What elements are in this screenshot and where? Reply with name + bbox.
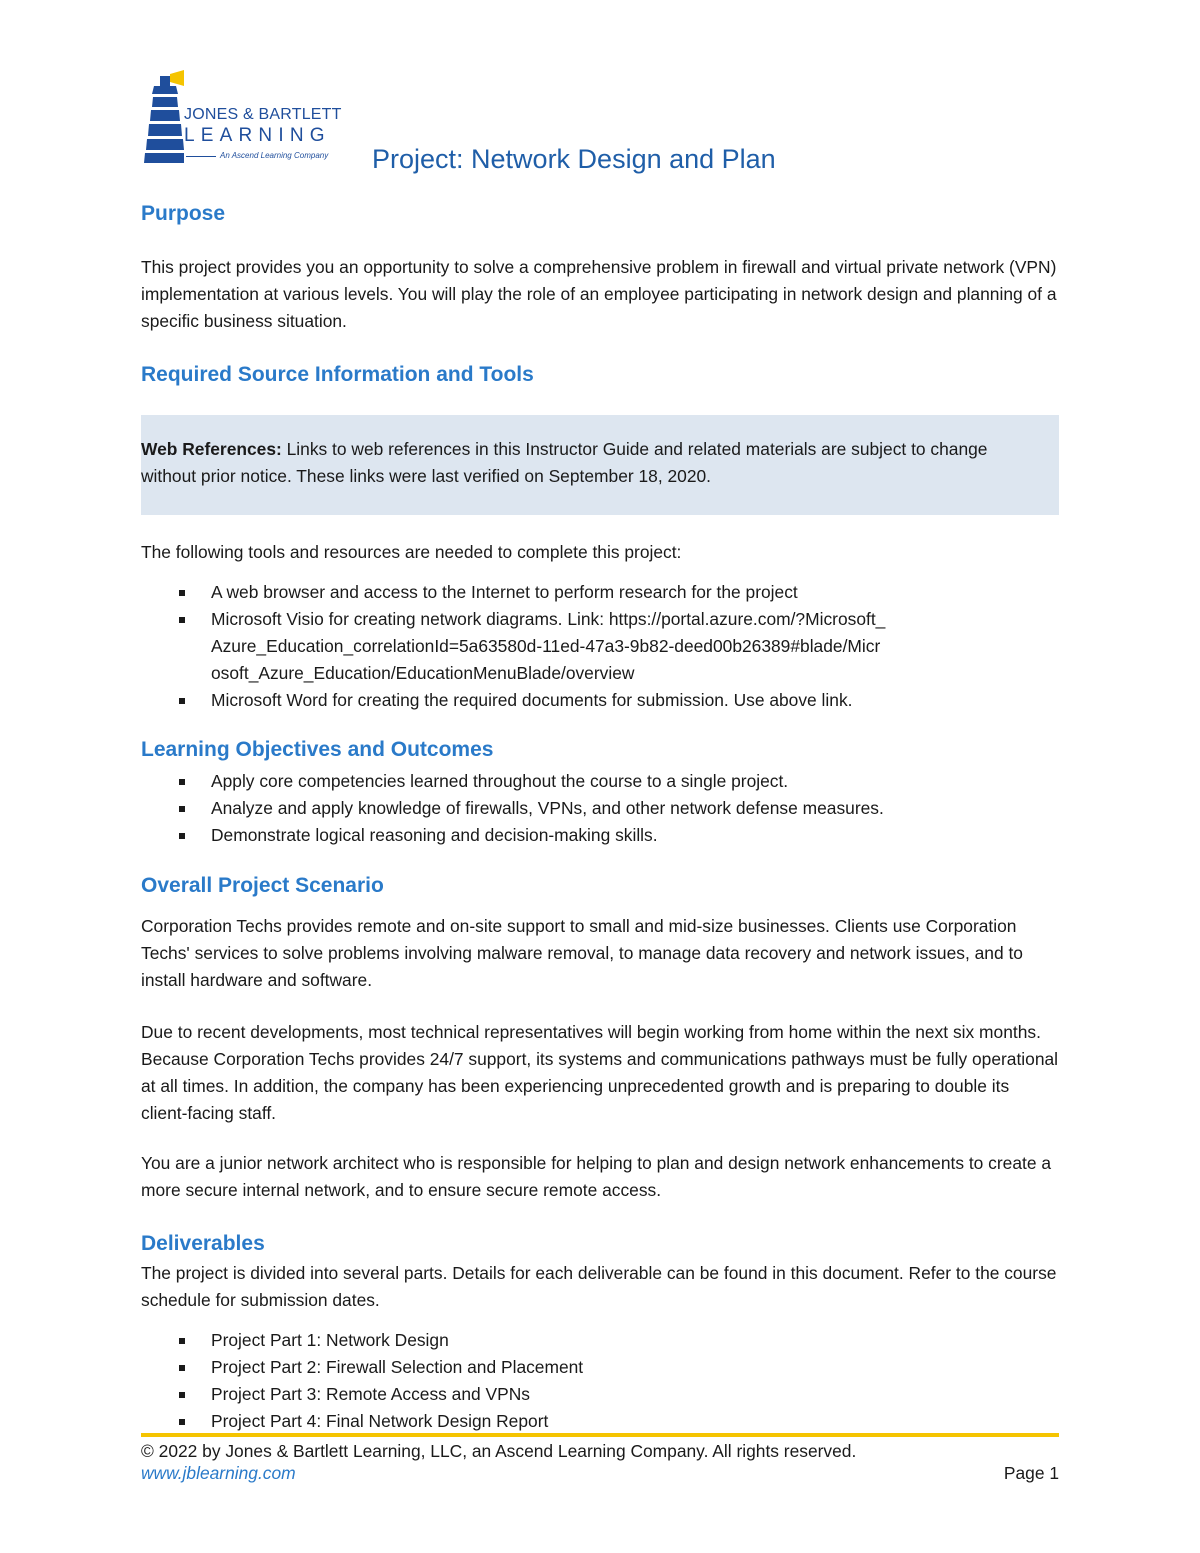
- list-item-text: Project Part 3: Remote Access and VPNs: [211, 1384, 530, 1404]
- deliverables-heading: Deliverables: [141, 1232, 265, 1255]
- list-item-text: Analyze and apply knowledge of firewalls, VPNs, and other network defense measures.: [211, 798, 884, 818]
- bullet-icon: [179, 1392, 185, 1398]
- list-item-text: Demonstrate logical reasoning and decision-making skills.: [211, 825, 658, 845]
- bullet-icon: [179, 590, 185, 596]
- scenario-paragraph-1: Corporation Techs provides remote and on-site support to small and mid-size businesses. Clients use Corporation Techs' services to solve problems involving malware removal, to manage data recovery and network issues, and to install hardware and software.: [141, 916, 1023, 990]
- callout-body: Links to web references in this Instructor Guide and related materials are subject to change without prior notice. These links were last verified on September 18, 2020.: [141, 439, 988, 486]
- logo-line-2: LEARNING: [184, 125, 331, 146]
- purpose-heading: Purpose: [141, 202, 226, 225]
- scenario-heading: Overall Project Scenario: [141, 874, 384, 897]
- bullet-icon: [179, 1419, 185, 1425]
- list-item: [141, 1408, 1059, 1435]
- objectives-list: [141, 768, 1059, 849]
- list-item-text: Project Part 2: Firewall Selection and Placement: [211, 1357, 584, 1377]
- callout-label: Web References:: [141, 439, 282, 459]
- footer-copyright: © 2022 by Jones & Bartlett Learning, LLC, an Ascend Learning Company. All rights reserved.: [141, 1441, 857, 1461]
- page-number: Page 1: [1003, 1463, 1059, 1483]
- publisher-logo: [140, 70, 355, 170]
- objectives-heading: Learning Objectives and Outcomes: [141, 738, 494, 761]
- list-item: [141, 687, 1059, 714]
- bullet-icon: [179, 833, 185, 839]
- bullet-icon: [179, 698, 185, 704]
- lighthouse-icon: [140, 70, 184, 165]
- deliverables-intro: The project is divided into several parts. Details for each deliverable can be found in this document. Refer to the course schedule for submission dates.: [141, 1263, 1057, 1310]
- logo-tagline: An Ascend Learning Company: [220, 151, 329, 160]
- web-references-callout: [141, 415, 1059, 515]
- list-item: [141, 606, 1059, 687]
- scenario-paragraph-2: Due to recent developments, most technical representatives will begin working from home within the next six months. Because Corporation Techs provides 24/7 support, its systems and communications pathways must be fully operational at all times. In addition, the company has been experiencing unprecedented growth and is preparing to double its client-facing staff.: [141, 1022, 1059, 1123]
- deliverables-list: [141, 1327, 1059, 1435]
- bullet-icon: [179, 806, 185, 812]
- bullet-icon: [179, 1338, 185, 1344]
- logo-rule: [186, 156, 216, 157]
- bullet-icon: [179, 779, 185, 785]
- list-item: [141, 795, 1059, 822]
- tools-list: [141, 579, 1059, 714]
- list-item-text: Project Part 4: Final Network Design Report: [211, 1411, 549, 1431]
- bullet-icon: [179, 617, 185, 623]
- purpose-text: This project provides you an opportunity to solve a comprehensive problem in firewall and virtual private network (VPN) implementation at various levels. You will play the role of an employee participating in network design and planning of a specific business situation.: [141, 257, 1057, 331]
- footer-rule: [141, 1433, 1059, 1437]
- required-heading: Required Source Information and Tools: [141, 363, 534, 386]
- list-item-text: Microsoft Visio for creating network diagrams. Link: https://portal.azure.com/?Microsoft_Azure_Education_correlationId=5a63580d-11ed-47a3-9b82-deed00b26389#blade/Microsoft_Azure_Education/EducationMenuBlade/overview: [211, 609, 886, 683]
- footer-website-link[interactable]: www.jblearning.com: [141, 1463, 296, 1483]
- list-item-text: Microsoft Word for creating the required documents for submission. Use above link.: [211, 690, 853, 710]
- list-item: [141, 1354, 1059, 1381]
- logo-line-1: JONES & BARTLETT: [184, 106, 342, 123]
- list-item-text: A web browser and access to the Internet to perform research for the project: [211, 582, 798, 602]
- list-item: [141, 579, 1059, 606]
- document-title: Project: Network Design and Plan: [372, 144, 776, 174]
- list-item-text: Apply core competencies learned throughout the course to a single project.: [211, 771, 789, 791]
- bullet-icon: [179, 1365, 185, 1371]
- callout-text: [141, 436, 1041, 490]
- list-item: [141, 822, 1059, 849]
- list-item: [141, 1327, 1059, 1354]
- scenario-paragraph-3: You are a junior network architect who is responsible for helping to plan and design network enhancements to create a more secure internal network, and to ensure secure remote access.: [141, 1153, 1052, 1200]
- list-item: [141, 768, 1059, 795]
- list-item-text: Project Part 1: Network Design: [211, 1330, 449, 1350]
- list-item: [141, 1381, 1059, 1408]
- tools-intro: The following tools and resources are needed to complete this project:: [141, 542, 682, 562]
